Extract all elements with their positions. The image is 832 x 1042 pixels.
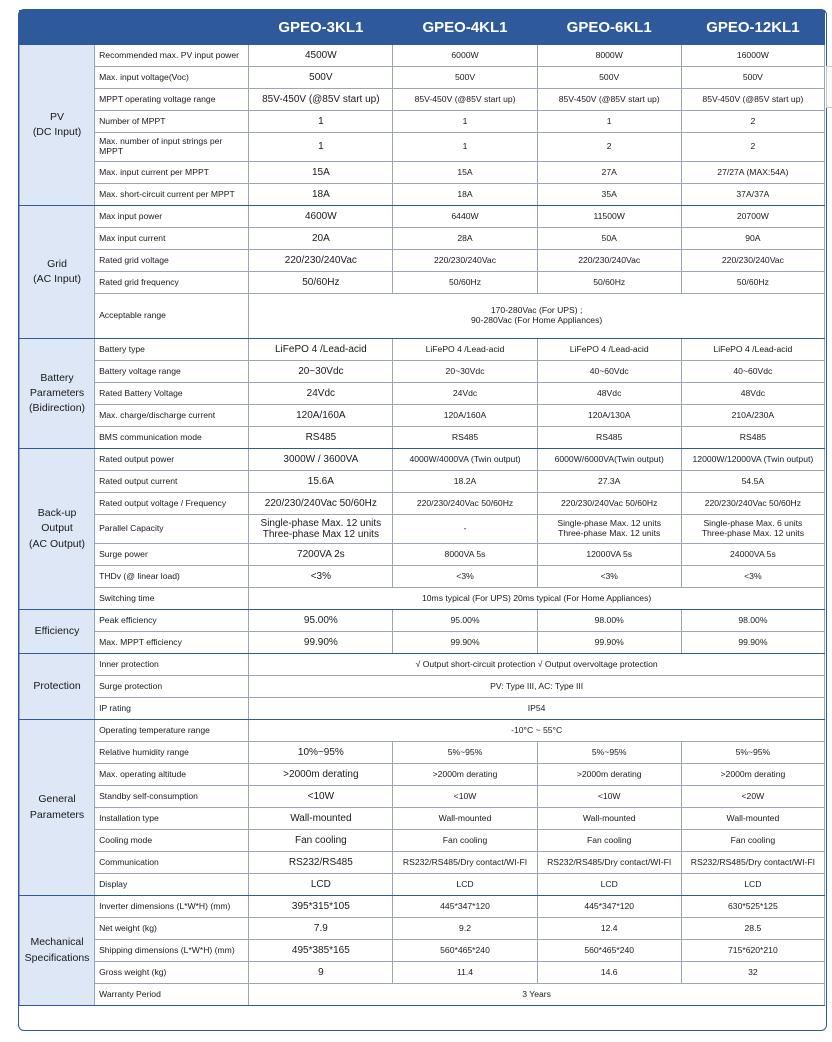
param-label: Max. MPPT efficiency — [95, 632, 249, 654]
value-cell: 12.4 — [537, 918, 681, 940]
param-label: Recommended max. PV input power — [95, 45, 249, 67]
param-label: Max. number of input strings per MPPT — [95, 133, 249, 162]
param-label: Max. short-circuit current per MPPT — [95, 184, 249, 206]
value-cell: <10W — [249, 786, 393, 808]
value-cell: Wall-mounted — [393, 808, 537, 830]
param-label: Rated grid voltage — [95, 250, 249, 272]
param-label: BMS communication mode — [95, 427, 249, 449]
value-cell: 50/60Hz — [681, 272, 824, 294]
value-cell: 500V — [681, 67, 824, 89]
value-cell: 50/60Hz — [537, 272, 681, 294]
value-cell: Wall-mounted — [681, 808, 824, 830]
value-cell: 40~60Vdc — [681, 361, 824, 383]
value-cell: 1 — [249, 133, 393, 162]
value-cell: 8000VA 5s — [393, 544, 537, 566]
value-cell: 1 — [537, 111, 681, 133]
spec-row — [20, 383, 825, 405]
value-cell: 12000VA 5s — [537, 544, 681, 566]
spec-row — [20, 808, 825, 830]
spec-row — [20, 471, 825, 493]
value-cell: 20700W — [681, 206, 824, 228]
value-cell: 99.90% — [537, 632, 681, 654]
value-cell: LCD — [681, 874, 824, 896]
value-cell: 54.5A — [681, 471, 824, 493]
spec-row — [20, 67, 825, 89]
value-cell: 120A/130A — [537, 405, 681, 427]
param-label: Max. operating altitude — [95, 764, 249, 786]
value-cell: 7200VA 2s — [249, 544, 393, 566]
value-cell: 500V — [393, 67, 537, 89]
param-label: Parallel Capacity — [95, 515, 249, 544]
value-cell: 48Vdc — [681, 383, 824, 405]
spec-row — [20, 544, 825, 566]
value-cell: 210A/230A — [681, 405, 824, 427]
value-cell: 27A — [537, 162, 681, 184]
spec-row — [20, 515, 825, 544]
spec-row — [20, 940, 825, 962]
param-label: MPPT operating voltage range — [95, 89, 249, 111]
spanned-value: IP54 — [249, 698, 825, 720]
value-cell: 20A — [249, 228, 393, 250]
param-label: Surge protection — [95, 676, 249, 698]
value-cell: >2000m derating — [393, 764, 537, 786]
param-label: Operating temperature range — [95, 720, 249, 742]
value-cell: 50/60Hz — [393, 272, 537, 294]
value-cell: 4000W/4000VA (Twin output) — [393, 449, 537, 471]
param-label: Rated grid frequency — [95, 272, 249, 294]
param-label: Surge power — [95, 544, 249, 566]
model-header: GPEO-4KL1 — [393, 11, 537, 45]
value-cell: - — [393, 515, 537, 544]
value-cell: 15.6A — [249, 471, 393, 493]
spec-row — [20, 294, 825, 339]
spec-row — [20, 852, 825, 874]
value-cell: 9 — [249, 962, 393, 984]
value-cell: <10W — [393, 786, 537, 808]
param-label: Shipping dimensions (L*W*H) (mm) — [95, 940, 249, 962]
value-cell: 5%~95% — [681, 742, 824, 764]
value-cell: Fan cooling — [249, 830, 393, 852]
value-cell: 85V-450V (@85V start up) — [681, 89, 824, 111]
value-cell: 85V-450V (@85V start up) — [249, 89, 393, 111]
spec-row — [20, 162, 825, 184]
value-cell: 15A — [393, 162, 537, 184]
value-cell: Fan cooling — [537, 830, 681, 852]
value-cell: 11500W — [537, 206, 681, 228]
spec-row — [20, 228, 825, 250]
spec-row — [20, 89, 825, 111]
model-header: GPEO-6KL1 — [537, 11, 681, 45]
spec-row — [20, 676, 825, 698]
value-cell: 2 — [681, 133, 824, 162]
value-cell: 27.3A — [537, 471, 681, 493]
value-cell: 6440W — [393, 206, 537, 228]
value-cell: 560*465*240 — [537, 940, 681, 962]
value-cell: RS232/RS485/Dry contact/WI-FI — [681, 852, 824, 874]
spec-row — [20, 918, 825, 940]
spanned-value: 10ms typical (For UPS) 20ms typical (For Home Appliances) — [249, 588, 825, 610]
param-label: Standby self-consumption — [95, 786, 249, 808]
param-label: Rated output power — [95, 449, 249, 471]
spanned-value: -10°C ~ 55°C — [249, 720, 825, 742]
value-cell: 500V — [537, 67, 681, 89]
spanned-value: PV: Type III, AC: Type III — [249, 676, 825, 698]
value-cell: 220/230/240Vac 50/60Hz — [681, 493, 824, 515]
model-header: GPEO-12KL1 — [681, 11, 824, 45]
param-label: Battery voltage range — [95, 361, 249, 383]
param-label: Relative humidity range — [95, 742, 249, 764]
value-cell: 99.90% — [681, 632, 824, 654]
value-cell: 32 — [681, 962, 824, 984]
spec-row — [20, 874, 825, 896]
param-label: Number of MPPT — [95, 111, 249, 133]
value-cell: Single-phase Max. 12 units Three-phase Max. 12 units — [537, 515, 681, 544]
value-cell: LiFePO 4 /Lead-acid — [537, 339, 681, 361]
value-cell: 27/27A (MAX:54A) — [681, 162, 824, 184]
group-label: Back-up Output (AC Output) — [20, 449, 95, 610]
value-cell: 99.90% — [249, 632, 393, 654]
spec-row — [20, 984, 825, 1006]
value-cell: 630*525*125 — [681, 896, 824, 918]
value-cell: 220/230/240Vac — [681, 250, 824, 272]
value-cell: 495*385*165 — [249, 940, 393, 962]
value-cell: 560*465*240 — [393, 940, 537, 962]
param-label: THDv (@ linear load) — [95, 566, 249, 588]
value-cell: 28.5 — [681, 918, 824, 940]
value-cell: Wall-mounted — [537, 808, 681, 830]
value-cell: Fan cooling — [393, 830, 537, 852]
value-cell: 24Vdc — [393, 383, 537, 405]
value-cell: <3% — [249, 566, 393, 588]
param-label: Battery type — [95, 339, 249, 361]
value-cell: LCD — [393, 874, 537, 896]
group-label: PV (DC Input) — [20, 45, 95, 206]
spec-row — [20, 272, 825, 294]
spec-row — [20, 610, 825, 632]
param-label: Inner protection — [95, 654, 249, 676]
spec-row — [20, 632, 825, 654]
value-cell: RS485 — [681, 427, 824, 449]
value-cell: 715*620*210 — [681, 940, 824, 962]
value-cell: 1 — [393, 133, 537, 162]
value-cell: 85V-450V (@85V start up) — [537, 89, 681, 111]
spec-row — [20, 786, 825, 808]
param-label: Display — [95, 874, 249, 896]
value-cell: <3% — [393, 566, 537, 588]
value-cell: RS485 — [249, 427, 393, 449]
group-label: General Parameters — [20, 720, 95, 896]
param-label: Acceptable range — [95, 294, 249, 339]
value-cell: 35A — [537, 184, 681, 206]
param-label: Peak efficiency — [95, 610, 249, 632]
value-cell: LCD — [537, 874, 681, 896]
value-cell: 40~60Vdc — [537, 361, 681, 383]
spec-row — [20, 588, 825, 610]
param-label: Communication — [95, 852, 249, 874]
spec-row — [20, 111, 825, 133]
value-cell: 24Vdc — [249, 383, 393, 405]
param-label: Max. charge/discharge current — [95, 405, 249, 427]
value-cell: 1 — [249, 111, 393, 133]
value-cell: 8000W — [537, 45, 681, 67]
value-cell: LCD — [249, 874, 393, 896]
value-cell: LiFePO 4 /Lead-acid — [249, 339, 393, 361]
spec-row — [20, 566, 825, 588]
value-cell: 220/230/240Vac — [537, 250, 681, 272]
value-cell: >2000m derating — [537, 764, 681, 786]
param-label: Rated output voltage / Frequency — [95, 493, 249, 515]
value-cell: <3% — [681, 566, 824, 588]
value-cell: 6000W — [393, 45, 537, 67]
value-cell: 7.9 — [249, 918, 393, 940]
spec-row — [20, 361, 825, 383]
value-cell: 6000W/6000VA(Twin output) — [537, 449, 681, 471]
side-scroll-tab[interactable] — [826, 66, 832, 108]
param-label: Gross weight (kg) — [95, 962, 249, 984]
param-label: Installation type — [95, 808, 249, 830]
param-label: Switching time — [95, 588, 249, 610]
value-cell: 28A — [393, 228, 537, 250]
spec-row — [20, 764, 825, 786]
spec-row — [20, 830, 825, 852]
spec-row — [20, 250, 825, 272]
value-cell: 445*347*120 — [537, 896, 681, 918]
param-label: Max input current — [95, 228, 249, 250]
spec-row — [20, 896, 825, 918]
header-corner — [20, 11, 249, 45]
value-cell: 15A — [249, 162, 393, 184]
value-cell: 85V-450V (@85V start up) — [393, 89, 537, 111]
value-cell: 120A/160A — [249, 405, 393, 427]
model-header: GPEO-3KL1 — [249, 11, 393, 45]
value-cell: LiFePO 4 /Lead-acid — [681, 339, 824, 361]
value-cell: 395*315*105 — [249, 896, 393, 918]
value-cell: <20W — [681, 786, 824, 808]
param-label: Max input power — [95, 206, 249, 228]
value-cell: 12000W/12000VA (Twin output) — [681, 449, 824, 471]
spec-row — [20, 206, 825, 228]
value-cell: 220/230/240Vac 50/60Hz — [249, 493, 393, 515]
spec-body — [20, 45, 825, 1006]
param-label: Rated output current — [95, 471, 249, 493]
value-cell: 50A — [537, 228, 681, 250]
group-label: Mechanical Specifications — [20, 896, 95, 1006]
value-cell: 18A — [249, 184, 393, 206]
spec-row — [20, 184, 825, 206]
value-cell: >2000m derating — [681, 764, 824, 786]
value-cell: 3000W / 3600VA — [249, 449, 393, 471]
value-cell: 14.6 — [537, 962, 681, 984]
spec-row — [20, 493, 825, 515]
value-cell: 220/230/240Vac — [393, 250, 537, 272]
spec-row — [20, 427, 825, 449]
value-cell: 5%~95% — [537, 742, 681, 764]
spec-row — [20, 962, 825, 984]
spec-row — [20, 405, 825, 427]
value-cell: Wall-mounted — [249, 808, 393, 830]
spanned-value: √ Output short-circuit protection √ Output overvoltage protection — [249, 654, 825, 676]
value-cell: 220/230/240Vac 50/60Hz — [537, 493, 681, 515]
spec-row — [20, 133, 825, 162]
value-cell: 24000VA 5s — [681, 544, 824, 566]
value-cell: 9.2 — [393, 918, 537, 940]
spec-row — [20, 742, 825, 764]
value-cell: <10W — [537, 786, 681, 808]
value-cell: 37A/37A — [681, 184, 824, 206]
group-label: Grid (AC Input) — [20, 206, 95, 339]
value-cell: LiFePO 4 /Lead-acid — [393, 339, 537, 361]
param-label: IP rating — [95, 698, 249, 720]
value-cell: 2 — [681, 111, 824, 133]
spanned-value: 170-280Vac (For UPS) ; 90-280Vac (For Home Appliances) — [249, 294, 825, 339]
value-cell: 10%~95% — [249, 742, 393, 764]
spec-row — [20, 720, 825, 742]
group-label: Efficiency — [20, 610, 95, 654]
value-cell: Single-phase Max. 12 units Three-phase Max 12 units — [249, 515, 393, 544]
value-cell: 20~30Vdc — [393, 361, 537, 383]
header-row — [20, 11, 825, 45]
value-cell: 11.4 — [393, 962, 537, 984]
value-cell: 4600W — [249, 206, 393, 228]
value-cell: 95.00% — [393, 610, 537, 632]
value-cell: 445*347*120 — [393, 896, 537, 918]
spec-row — [20, 45, 825, 67]
value-cell: RS232/RS485/Dry contact/WI-FI — [537, 852, 681, 874]
spanned-value: 3 Years — [249, 984, 825, 1006]
value-cell: 95.00% — [249, 610, 393, 632]
value-cell: RS485 — [393, 427, 537, 449]
value-cell: 220/230/240Vac — [249, 250, 393, 272]
param-label: Net weight (kg) — [95, 918, 249, 940]
param-label: Inverter dimensions (L*W*H) (mm) — [95, 896, 249, 918]
spec-table — [19, 10, 825, 1006]
value-cell: 5%~95% — [393, 742, 537, 764]
group-label: Battery Parameters (Bidirection) — [20, 339, 95, 449]
param-label: Max. input voltage(Voc) — [95, 67, 249, 89]
spec-row — [20, 339, 825, 361]
value-cell: 220/230/240Vac 50/60Hz — [393, 493, 537, 515]
value-cell: 18A — [393, 184, 537, 206]
value-cell: Single-phase Max. 6 units Three-phase Max. 12 units — [681, 515, 824, 544]
value-cell: 98.00% — [537, 610, 681, 632]
value-cell: 2 — [537, 133, 681, 162]
spec-row — [20, 449, 825, 471]
value-cell: 50/60Hz — [249, 272, 393, 294]
value-cell: 99.90% — [393, 632, 537, 654]
value-cell: 20~30Vdc — [249, 361, 393, 383]
value-cell: 1 — [393, 111, 537, 133]
value-cell: RS232/RS485 — [249, 852, 393, 874]
param-label: Rated Battery Voltage — [95, 383, 249, 405]
value-cell: 120A/160A — [393, 405, 537, 427]
value-cell: 48Vdc — [537, 383, 681, 405]
value-cell: RS232/RS485/Dry contact/WI-FI — [393, 852, 537, 874]
value-cell: 16000W — [681, 45, 824, 67]
spec-row — [20, 654, 825, 676]
value-cell: 4500W — [249, 45, 393, 67]
value-cell: >2000m derating — [249, 764, 393, 786]
value-cell: 18.2A — [393, 471, 537, 493]
param-label: Warranty Period — [95, 984, 249, 1006]
value-cell: 98.00% — [681, 610, 824, 632]
value-cell: 500V — [249, 67, 393, 89]
value-cell: RS485 — [537, 427, 681, 449]
value-cell: 90A — [681, 228, 824, 250]
value-cell: Fan cooling — [681, 830, 824, 852]
param-label: Cooling mode — [95, 830, 249, 852]
group-label: Protection — [20, 654, 95, 720]
spec-row — [20, 698, 825, 720]
param-label: Max. input current per MPPT — [95, 162, 249, 184]
value-cell: <3% — [537, 566, 681, 588]
